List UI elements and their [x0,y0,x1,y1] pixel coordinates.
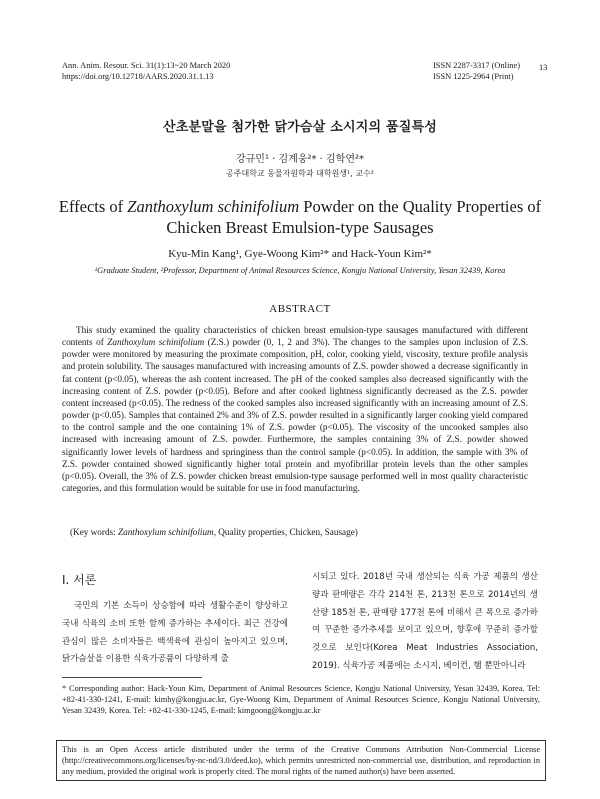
abstract-heading: ABSTRACT [269,303,331,315]
keywords [70,527,530,537]
korean-affiliation: 공주대학교 동물자원학과 대학원생¹, 교수² [226,169,374,178]
keywords-post: , Quality properties, Chicken, Sausage) [213,527,358,537]
issn-online: ISSN 2287-3317 (Online) [433,61,521,70]
title-post: Powder on the Quality Properties of [299,197,542,216]
page-number: 13 [539,63,548,72]
footnote-divider [62,677,202,678]
issn-block [433,60,520,82]
title-pre: Effects of [58,197,128,216]
abstract-part2: (Z.S.) powder (0, 1, 2 and 3%). The changes to the samples upon inclusion of Z.S. powder were monitored by measuring the proximate composition, pH, color, cooking yield, viscosity, texture profile analysis and protein solubility. The sausages manufactured with increasing amounts of Z.S. powder showed a decrease significantly in fat content (p<0.05), whereas the ash content increased. The pH of the cooked samples also decreased significantly with the increasing content of Z.S. powder (p<0.05). Before and after cooked lightness significantly decreased as the Z.S. powder content increased (p<0.05). The redness of the cooked samples also increased significantly with an increasing amount of Z.S. powder (p<0.05). Samples that contained 2% and 3% of Z.S. powder resulted in a significantly larger cooking yield compared to the control sample and the one containing 1% of Z.S. powder (p<0.05). The viscosity of the uncooked samples also increased with increasing amount of Z.S. powder. Furthermore, the samples containing 3% of Z.S. powder showed significantly lower levels of hardness and springiness than the control sample (p<0.05). In addition, the sample with 3% of Z.S. powder contained showed significantly higher total protein and myofibrillar protein levels than the other samples (p<0.05). Overall, the 3% of Z.S. powder chicken breast emulsion-type sausage performed well in most quality characteristic categories, and this formulation would be suitable for use in food manufacturing. [62,337,528,494]
journal-citation: Ann. Anim. Resour. Sci. 31(1):13~20 March 2020 [62,61,231,70]
journal-header [62,60,230,82]
license-box: This is an Open Access article distributed under the terms of the Creative Commons Attribution Non-Commercial License (http://creativecommons.org/licenses/by-nc-nd/3.0/deed.ko), which permits unrestricted non-commercial use, distribution, and reproduction in any medium, provided the original work is properly cited. The moral rights of the named author(s) have been asserted. [56,740,546,781]
corresponding-author-footnote: * Corresponding author: Hack-Youn Kim, Department of Animal Resources Science, Kongju National University, Yesan 32439, Korea. Tel: +82-41-330-1241, E-mail: kimhy@kongju.ac.kr, Gye-Woong Kim, Department of Animal Resources Science, Kongju National University, Yesan 32439, Korea. Tel: +82-41-330-1245, E-mail: kimgoong@kongju.ac.kr [62,684,540,715]
english-authors: Kyu-Min Kang¹, Gye-Woong Kim²* and Hack-Youn Kim²* [168,248,432,260]
korean-authors: 강규민¹ · 김계웅²* · 김학연²* [235,154,365,165]
abstract-species: Zanthoxylum schinifolium [107,337,205,348]
english-title-line1 [0,196,600,217]
korean-title: 산초분말을 첨가한 닭가슴살 소시지의 품질특성 [162,120,438,135]
intro-left-column: 국민의 기본 소득이 상승함에 따라 생활수준이 향상하고 국내 식육의 소비 또한 함께 증가하는 추세이다. 최근 건강에 관심이 많은 소비자들은 백색육에 관심이 높아지고 있으며, 닭가슴살을 이용한 식육가공품이 다양하게 출 [62,601,288,665]
english-affiliation: ¹Graduate Student, ²Professor, Department of Animal Resources Science, Kongju National University, Yesan 32439, Korea [94,266,506,275]
doi-link[interactable]: https://doi.org/10.12718/AARS.2020.31.1.13 [62,72,214,81]
title-species: Zanthoxylum schinifolium [127,197,300,216]
english-title [0,196,600,238]
section-heading-intro: Ⅰ. 서론 [62,573,97,587]
keywords-pre: (Key words: [70,527,118,537]
keywords-species: Zanthoxylum schinifolium [117,527,214,537]
issn-print: ISSN 1225-2964 (Print) [433,72,514,81]
abstract-part1: This study examined the quality characteristics of chicken breast emulsion-type sausages manufactured with different contents of [62,325,528,348]
intro-right-column: 시되고 있다. 2018년 국내 생산되는 식육 가공 제품의 생산량과 판매량은 각각 214천 톤, 213천 톤으로 2014년의 생산량 185천 톤, 판매량 177천 톤에 비해서 큰 폭으로 증가하여 꾸준한 증가추세를 보이고 있으며, 향후에 꾸준히 증가할 것으로 보인다(Korea Meat Industries Association, 2019). 식육가공 제품에는 소시지, 베이컨, 햄 뿐만아니라 [312,572,538,671]
abstract-body [62,324,528,494]
english-title-line2: Chicken Breast Emulsion-type Sausages [166,218,434,237]
